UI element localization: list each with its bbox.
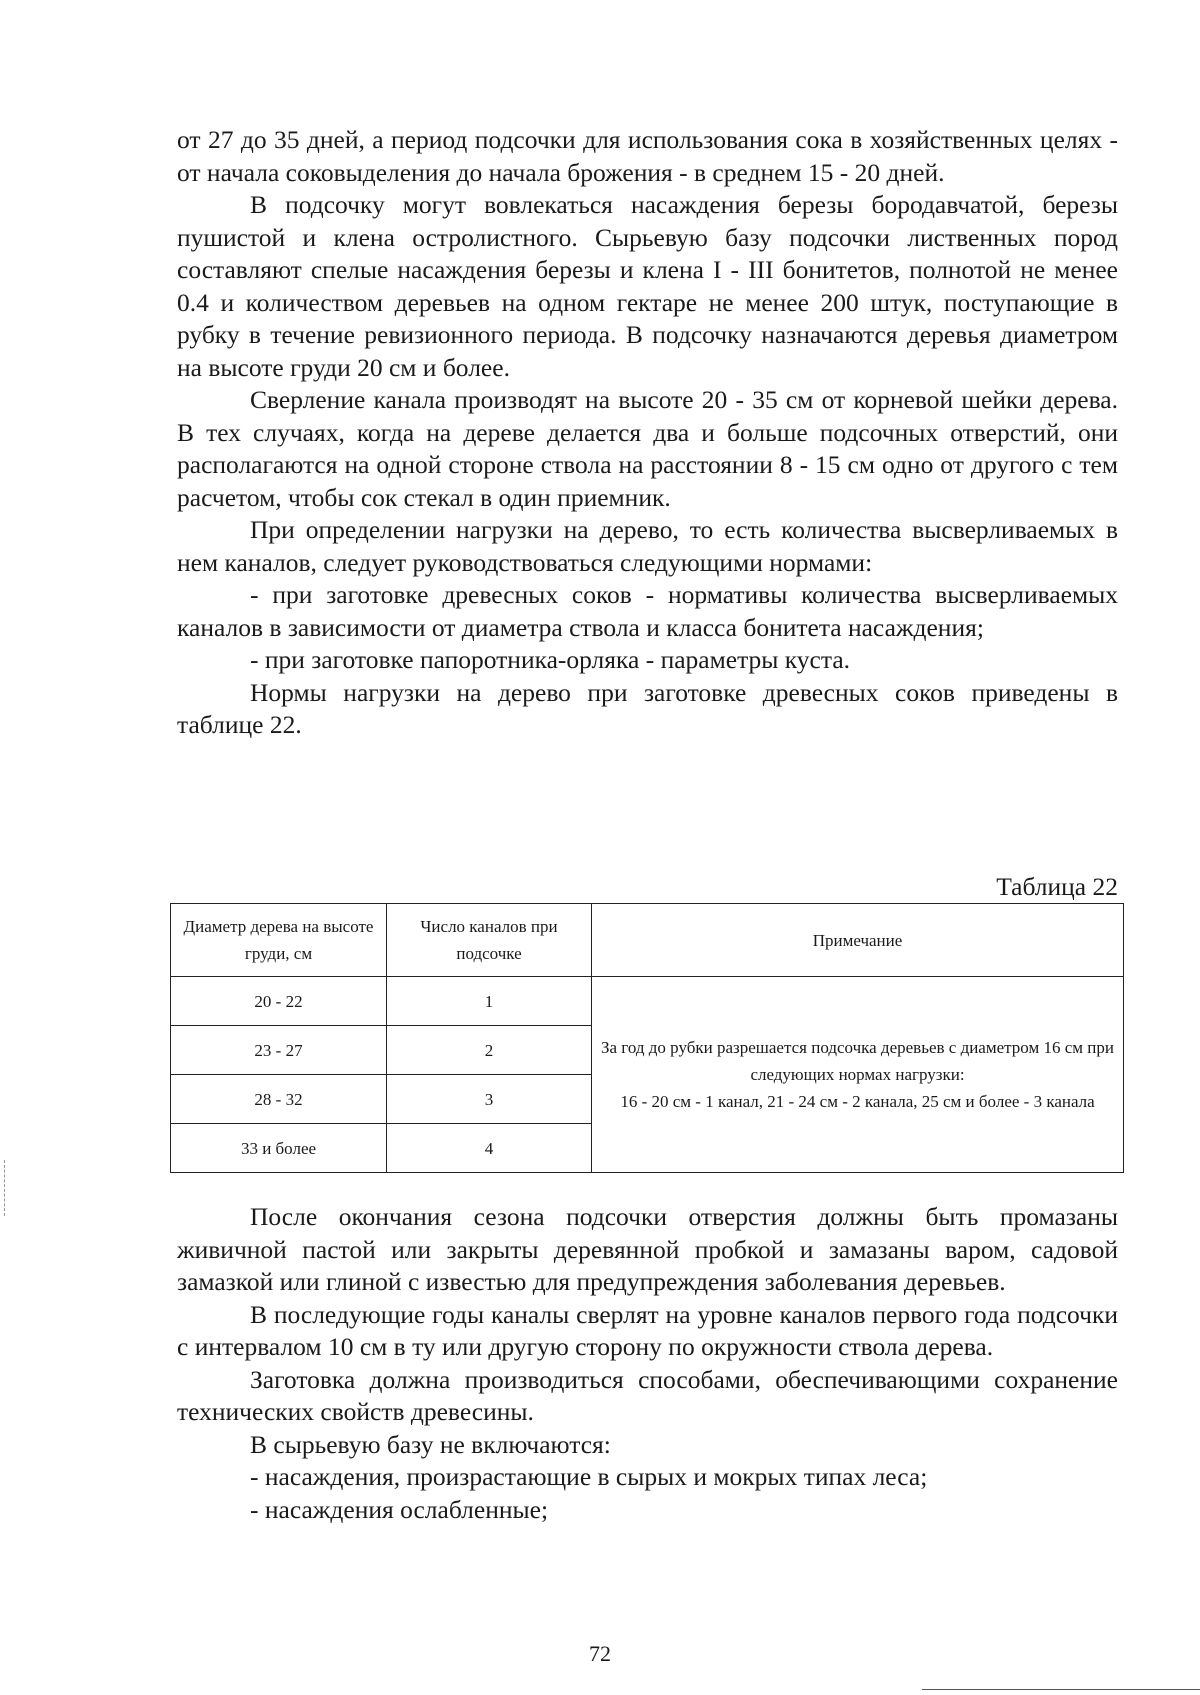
paragraph-after-season: После окончания сезона подсочки отверстия должны быть промазаны живичной пастой или закрыты деревянной пробкой и замазаны варом, садовой замазкой или глиной с известью для предупреждения заболевания деревьев. [177, 1202, 1118, 1296]
cell-diameter: 33 и более [171, 1124, 387, 1173]
paragraph-following-years: В последующие годы каналы сверлят на уровне каналов первого года подсочки с интервалом 10 см в ту или другую сторону по окружности ствола дерева. [177, 1299, 1118, 1361]
list-item-weakened: - насаждения ослабленные; [250, 1494, 549, 1524]
footer-rule [922, 1689, 1200, 1690]
cell-note [592, 977, 1124, 1173]
paragraph-raw-material-base: В подсочку могут вовлекаться насаждения березы бородавчатой, березы пушистой и клена остролистного. Сырьевую базу подсочки лиственных пород составляют спелые насаждения березы и клена I - III бонитетов, полнотой не менее 0.4 и количеством деревьев на одном гектаре не менее 200 штук, поступающие в рубку в течение ревизионного периода. В подсочку назначаются деревья диаметром на высоте груди 20 см и более. [177, 190, 1118, 382]
note-text-line1: За год до рубки разрешается подсочка деревьев с диаметром 16 см при следующих нормах нагрузки: [601, 1038, 1114, 1084]
page-number: 72 [589, 1641, 611, 1666]
paragraph-drilling: Сверление канала производят на высоте 20 - 35 см от корневой шейки дерева. В тех случаях, когда на дереве делается два и больше подсочных отверстий, они располагаются на одной стороне ствола на расстоянии 8 - 15 см одно от другого с тем расчетом, чтобы сок стекал в один приемник. [177, 385, 1118, 512]
header-diameter: Диаметр дерева на высоте груди, см [171, 904, 387, 977]
paragraph-harvest-methods: Заготовка должна производиться способами, обеспечивающими сохранение технических свойств древесины. [177, 1364, 1118, 1426]
table-header-row [171, 904, 1124, 977]
cell-channels: 1 [387, 977, 592, 1026]
list-item-wet-forests: - насаждения, произрастающие в сырых и мокрых типах леса; [250, 1462, 928, 1491]
note-text-line2: 16 - 20 см - 1 канал, 21 - 24 см - 2 канала, 25 см и более - 3 канала [620, 1092, 1095, 1111]
paragraph-table-reference: Нормы нагрузки на дерево при заготовке древесных соков приведены в таблице 22. [177, 677, 1118, 739]
cell-diameter: 23 - 27 [171, 1026, 387, 1075]
paragraph-continuation: от 27 до 35 дней, а период подсочки для использования сока в хозяйственных целях - от начала соковыделения до начала брожения - в среднем 15 - 20 дней. [177, 125, 1118, 187]
cell-channels: 4 [387, 1124, 592, 1173]
header-channels: Число каналов при подсочке [387, 904, 592, 977]
norms-table [170, 903, 1124, 1173]
list-item-sap-norms: - при заготовке древесных соков - нормативы количества высверливаемых каналов в зависимости от диаметра ствола и класса бонитета насаждения; [177, 580, 1118, 642]
cell-diameter: 20 - 22 [171, 977, 387, 1026]
text-block-bottom [177, 1201, 1118, 1526]
scan-margin-mark [4, 1160, 5, 1216]
list-item-bracken-norms: - при заготовке папоротника-орляка - параметры куста. [250, 645, 851, 674]
paragraph-load-norms: При определении нагрузки на дерево, то есть количества высверливаемых в нем каналов, следует руководствоваться следующими нормами: [177, 515, 1118, 577]
table-row [171, 977, 1124, 1026]
cell-diameter: 28 - 32 [171, 1075, 387, 1124]
cell-channels: 2 [387, 1026, 592, 1075]
header-note: Примечание [592, 904, 1124, 977]
paragraph-excluded-heading: В сырьевую базу не включаются: [250, 1429, 611, 1459]
table-caption: Таблица 22 [996, 872, 1118, 901]
cell-channels: 3 [387, 1075, 592, 1124]
text-block-top [177, 124, 1118, 742]
